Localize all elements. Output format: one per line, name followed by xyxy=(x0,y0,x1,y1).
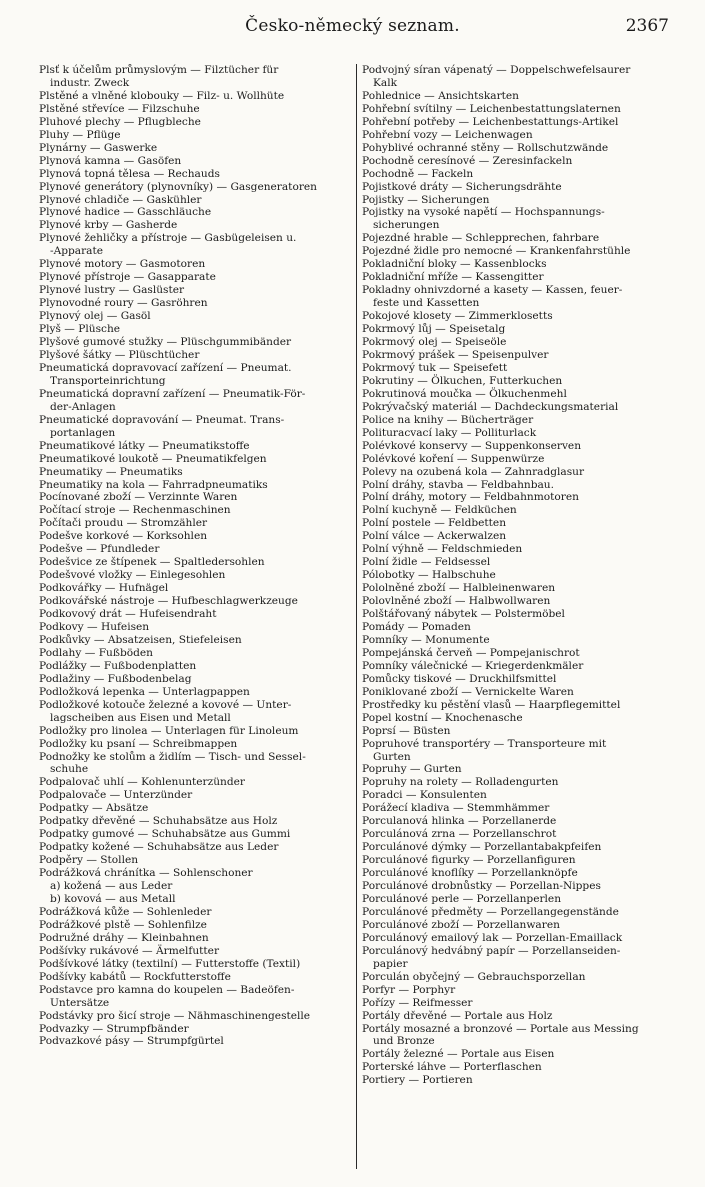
dictionary-entry: Pomníky — Monumente xyxy=(362,633,490,646)
page-header xyxy=(0,12,705,40)
entry-continuation: schuhe xyxy=(50,763,89,776)
dictionary-entry: Pořízy — Reifmesser xyxy=(362,996,473,1009)
dictionary-entry: Pluhy — Pflüge xyxy=(39,128,121,141)
dictionary-entry: Pokrývačský materiál — Dachdeckungsmaterial xyxy=(362,400,619,413)
dictionary-entry: Porculánový emailový lak — Porzellan-Emaillack xyxy=(362,931,623,944)
dictionary-entry: Porculánový hedvábný papír — Porzellanseiden- xyxy=(362,944,621,957)
dictionary-entry: Porfyr — Porphyr xyxy=(362,983,456,996)
dictionary-entry: Plynovodné roury — Gasröhren xyxy=(39,297,208,310)
entry-continuation: industr. Zweck xyxy=(50,76,130,89)
dictionary-entry: Porculánové předměty — Porzellangegenstände xyxy=(362,905,619,918)
dictionary-entry: Pojistkové dráty — Sicherungsdrähte xyxy=(362,180,562,193)
dictionary-entry: Plynové hadice — Gasschläuche xyxy=(39,206,212,219)
entry-continuation: portanlagen xyxy=(50,426,116,439)
dictionary-entry: Popel kostní — Knochenasche xyxy=(362,711,523,724)
dictionary-entry: Porculánové dýmky — Porzellantabakpfeifen xyxy=(362,841,602,854)
entry-continuation: feste und Kassetten xyxy=(373,297,480,310)
dictionary-entry: Popruhy na rolety — Rolladengurten xyxy=(362,776,559,789)
dictionary-entry: Porculánové figurky — Porzellanfiguren xyxy=(362,854,576,867)
dictionary-entry: Pohřební svítilny — Leichenbestattungslaternen xyxy=(362,102,621,115)
dictionary-entry: Pokrmový tuk — Speisefett xyxy=(362,361,508,374)
dictionary-entry: Porculánová zrna — Porzellanschrot xyxy=(362,828,557,841)
right-column xyxy=(362,64,674,1087)
dictionary-entry: Porculánové zboží — Porzellanwaren xyxy=(362,918,560,931)
dictionary-entry: Podešvice ze štípenek — Spaltledersohlen xyxy=(39,556,265,569)
dictionary-entry: Portiery — Portieren xyxy=(362,1074,473,1087)
dictionary-entry: Podkůvky — Absatzeisen, Stiefeleisen xyxy=(39,633,242,646)
dictionary-entry: Pneumatikové loukotě — Pneumatikfelgen xyxy=(39,452,267,465)
dictionary-entry: Poniklované zboží — Vernickelte Waren xyxy=(362,685,574,698)
dictionary-entry: Pochodně ceresínové — Zeresinfackeln xyxy=(362,154,573,167)
dictionary-entry: Podkovářky — Hufnägel xyxy=(39,582,169,595)
dictionary-entry: Pomůcky tiskové — Druckhilfsmittel xyxy=(362,672,557,685)
dictionary-entry: Podlažiny — Fußbodenbelag xyxy=(39,672,192,685)
dictionary-entry: Pomníky válečnické — Kriegerdenkmäler xyxy=(362,659,584,672)
dictionary-entry: Plyš — Plüsche xyxy=(39,323,121,336)
dictionary-entry: Pojezdné židle pro nemocné — Krankenfahrstühle xyxy=(362,245,631,258)
dictionary-entry: Pomády — Pomaden xyxy=(362,620,471,633)
dictionary-entry: Pokojové klosety — Zimmerklosetts xyxy=(362,310,553,323)
dictionary-entry: Podpalovače — Unterzünder xyxy=(39,789,193,802)
dictionary-entry: Pololněné zboží — Halbleinenwaren xyxy=(362,582,556,595)
dictionary-entry: Popruhy — Gurten xyxy=(362,763,462,776)
entry-continuation: Transporteinrichtung xyxy=(50,374,166,387)
page-number: 2367 xyxy=(625,16,669,36)
dictionary-entry: Polní válce — Ackerwalzen xyxy=(362,530,507,543)
dictionary-entry: Pokladniční mříže — Kassengitter xyxy=(362,271,544,284)
dictionary-entry: Pluhové plechy — Pflugbleche xyxy=(39,115,201,128)
dictionary-entry: Podstavce pro kamna do koupelen — Badeöfen- xyxy=(39,983,295,996)
dictionary-entry: Podložky pro linolea — Unterlagen für Linoleum xyxy=(39,724,299,737)
page-title: Česko-německý seznam. xyxy=(245,16,460,36)
dictionary-entry: Podpatky gumové — Schuhabsätze aus Gummi xyxy=(39,828,291,841)
entry-continuation: der-Anlagen xyxy=(50,400,116,413)
dictionary-entry: Plynové žehličky a přístroje — Gasbügeleisen u. xyxy=(39,232,297,245)
dictionary-entry: Portály železné — Portale aus Eisen xyxy=(362,1048,555,1061)
dictionary-entry: Podružné dráhy — Kleinbahnen xyxy=(39,931,209,944)
dictionary-entry: Plsť k účelům průmyslovým — Filztücher für xyxy=(39,64,279,76)
entry-continuation: papier xyxy=(373,957,408,970)
dictionary-entry: Polevy na ozubená kola — Zahnradglasur xyxy=(362,465,585,478)
dictionary-entry: Porculánové perle — Porzellanperlen xyxy=(362,893,562,905)
dictionary-entry: Pohřební vozy — Leichenwagen xyxy=(362,128,533,141)
dictionary-entry: Porculánové knoflíky — Porzellanknöpfe xyxy=(362,867,578,880)
dictionary-entry: Pólobotky — Halbschuhe xyxy=(362,569,496,582)
dictionary-entry: Podnožky ke stolům a židlím — Tisch- und Sessel- xyxy=(39,750,306,763)
dictionary-entry: Pokrmový prášek — Speisenpulver xyxy=(362,348,549,361)
entry-continuation: Kalk xyxy=(373,76,398,89)
dictionary-entry: Podkovy — Hufeisen xyxy=(39,620,150,633)
dictionary-entry: Polituracvací laky — Polliturlack xyxy=(362,426,537,439)
dictionary-entry: Podpatky kožené — Schuhabsätze aus Leder xyxy=(39,841,279,854)
dictionary-entry: Pneumatická dopravní zařízení — Pneumatik-För- xyxy=(39,387,306,400)
dictionary-entry: Polní dráhy, stavba — Feldbahnbau. xyxy=(362,478,554,491)
dictionary-entry: Pneumatická dopravovací zařízení — Pneumat. xyxy=(39,361,292,374)
dictionary-entry: Podrážkové plstě — Sohlenfilze xyxy=(39,918,207,931)
dictionary-entry: Podpěry — Stollen xyxy=(39,854,139,867)
dictionary-entry: Pohyblivé ochranné stěny — Rollschutzwände xyxy=(362,141,609,154)
dictionary-entry: Pocínované zboží — Verzinnte Waren xyxy=(39,491,238,504)
dictionary-entry: Poradci — Konsulenten xyxy=(362,789,487,802)
dictionary-entry: Podšívkové látky (textilní) — Futterstoffe (Textil) xyxy=(39,957,301,970)
dictionary-entry: Pompejánská červeň — Pompejanischrot xyxy=(362,646,580,659)
dictionary-entry: Podlážky — Fußbodenplatten xyxy=(39,659,197,672)
dictionary-entry: Pokrutinová moučka — Ölkuchenmehl xyxy=(362,387,567,400)
dictionary-entry: Pochodně — Fackeln xyxy=(362,167,474,180)
dictionary-entry: Podrážková chránítka — Sohlenschoner xyxy=(39,867,253,880)
entry-continuation: -Apparate xyxy=(50,245,104,258)
dictionary-entry: Podložkové kotouče železné a kovové — Unter- xyxy=(39,698,292,711)
dictionary-entry: Podlahy — Fußböden xyxy=(39,646,153,659)
dictionary-entry: Plynové chladiče — Gaskühler xyxy=(39,193,202,206)
dictionary-entry: Podložky ku psaní — Schreibmappen xyxy=(39,737,238,750)
dictionary-entry: Porculánové drobnůstky — Porzellan-Nippes xyxy=(362,880,601,893)
dictionary-entry: Podpalovač uhlí — Kohlenunterzünder xyxy=(39,776,245,789)
dictionary-entry: Polévkové koření — Suppenwürze xyxy=(362,452,545,465)
dictionary-entry: Plstěné a vlněné klobouky — Filz- u. Wollhüte xyxy=(39,89,285,102)
dictionary-entry: Podpatky dřevěné — Schuhabsätze aus Holz xyxy=(39,815,278,828)
dictionary-entry: Popruhové transportéry — Transporteure mit xyxy=(362,737,607,750)
dictionary-entry: Podešvové vložky — Einlegesohlen xyxy=(39,569,226,582)
entry-continuation: Untersätze xyxy=(50,996,110,1009)
dictionary-entry: Podstávky pro šicí stroje — Nähmaschinengestelle xyxy=(39,1009,311,1022)
dictionary-entry: Podkovový drát — Hufeisendraht xyxy=(39,608,217,621)
dictionary-entry: Pokladniční bloky — Kassenblocks xyxy=(362,258,547,271)
dictionary-entry: Plynová kamna — Gasöfen xyxy=(39,154,182,167)
dictionary-entry: Polovlněné zboží — Halbwollwaren xyxy=(362,595,551,608)
entry-continuation: lagscheiben aus Eisen und Metall xyxy=(50,711,231,724)
dictionary-entry: Plstěné střevíce — Filzschuhe xyxy=(39,102,200,115)
dictionary-entry: Polštářovaný nábytek — Polstermöbel xyxy=(362,608,565,621)
entry-continuation: a) kožená — aus Leder xyxy=(50,880,173,893)
dictionary-entry: Počítací stroje — Rechenmaschinen xyxy=(39,504,231,517)
dictionary-entry: Pneumatikové látky — Pneumatikstoffe xyxy=(39,439,250,452)
dictionary-entry: Pneumatické dopravování — Pneumat. Trans- xyxy=(39,413,285,426)
dictionary-entry: Pokrutiny — Ölkuchen, Futterkuchen xyxy=(362,374,563,387)
entry-continuation: sicherungen xyxy=(373,219,440,232)
dictionary-entry: Polévkové konservy — Suppenkonserven xyxy=(362,439,582,452)
dictionary-entry: Plyšové šátky — Plüschtücher xyxy=(39,348,200,361)
dictionary-entry: Podšívky rukávové — Ärmelfutter xyxy=(39,944,220,957)
dictionary-entry: Podešve korkové — Korksohlen xyxy=(39,530,208,543)
dictionary-entry: Porculán obyčejný — Gebrauchsporzellan xyxy=(362,970,586,983)
dictionary-entry: Portály dřevěné — Portale aus Holz xyxy=(362,1009,553,1022)
dictionary-entry: Plynové generátory (plynovníky) — Gasgeneratoren xyxy=(39,180,317,193)
dictionary-entry: Podvojný síran vápenatý — Doppelschwefelsaurer xyxy=(362,64,631,76)
dictionary-entry: Portály mosazné a bronzové — Portale aus Messing xyxy=(362,1022,639,1035)
dictionary-entry: Polní dráhy, motory — Feldbahnmotoren xyxy=(362,491,579,504)
dictionary-entry: Pohlednice — Ansichtskarten xyxy=(362,89,519,102)
dictionary-entry: Polní postele — Feldbetten xyxy=(362,517,507,530)
dictionary-entry: Podvazkové pásy — Strumpfgürtel xyxy=(39,1035,224,1048)
entry-continuation: Gurten xyxy=(373,750,411,763)
dictionary-entry: Polní kuchyně — Feldküchen xyxy=(362,504,517,517)
dictionary-entry: Plynárny — Gaswerke xyxy=(39,141,158,154)
dictionary-entry: Pneumatiky na kola — Fahrradpneumatiks xyxy=(39,478,268,491)
dictionary-entry: Pojistky — Sicherungen xyxy=(362,193,490,206)
dictionary-entry: Podpatky — Absätze xyxy=(39,802,149,815)
dictionary-entry: Podložková lepenka — Unterlagpappen xyxy=(39,685,250,698)
dictionary-entry: Podvazky — Strumpfbänder xyxy=(39,1022,189,1035)
dictionary-entry: Polní výhně — Feldschmieden xyxy=(362,543,523,556)
entry-continuation: und Bronze xyxy=(373,1035,435,1048)
dictionary-entry: Porterské láhve — Porterflaschen xyxy=(362,1061,542,1074)
dictionary-entry: Pokrmový olej — Speiseöle xyxy=(362,336,507,349)
left-column xyxy=(39,64,353,1048)
dictionary-entry: Podšívky kabátů — Rockfutterstoffe xyxy=(39,970,231,983)
dictionary-entry: Počítači proudu — Stromzähler xyxy=(39,517,208,530)
dictionary-entry: Podrážková kůže — Sohlenleder xyxy=(39,905,212,918)
dictionary-entry: Police na knihy — Bücherträger xyxy=(362,413,534,426)
dictionary-entry: Plynový olej — Gasöl xyxy=(39,310,151,323)
dictionary-entry: Podešve — Pfundleder xyxy=(39,543,160,556)
dictionary-entry: Poprsí — Büsten xyxy=(362,724,451,737)
dictionary-entry: Porážecí kladiva — Stemmhämmer xyxy=(362,802,550,815)
dictionary-entry: Plynové krby — Gasherde xyxy=(39,219,178,232)
dictionary-entry: Pokrmový lůj — Speisetalg xyxy=(362,323,506,336)
dictionary-entry: Pokladny ohnivzdorné a kasety — Kassen, feuer- xyxy=(362,284,623,297)
dictionary-entry: Plynová topná tělesa — Rechauds xyxy=(39,167,220,180)
dictionary-entry: Podkovářské nástroje — Hufbeschlagwerkzeuge xyxy=(39,595,298,608)
dictionary-entry: Pohřební potřeby — Leichenbestattungs-Artikel xyxy=(362,115,619,128)
dictionary-entry: Pneumatiky — Pneumatiks xyxy=(39,465,183,478)
dictionary-entry: Pojistky na vysoké napětí — Hochspannungs- xyxy=(362,206,605,219)
dictionary-entry: Plynové motory — Gasmotoren xyxy=(39,258,206,271)
dictionary-entry: Polní židle — Feldsessel xyxy=(362,556,491,569)
dictionary-entry: Plyšové gumové stužky — Plüschgummibänder xyxy=(39,336,292,349)
dictionary-entry: Pojezdné hrable — Schlepprechen, fahrbare xyxy=(362,232,600,245)
column-divider xyxy=(356,64,357,1169)
dictionary-entry: Prostředky ku pěstění vlasů — Haarpflegemittel xyxy=(362,698,621,711)
dictionary-entry: Plynové lustry — Gaslüster xyxy=(39,284,185,297)
dictionary-entry: Porculanová hlinka — Porzellanerde xyxy=(362,815,557,828)
dictionary-entry: Plynové přístroje — Gasapparate xyxy=(39,271,216,284)
entry-continuation: b) kovová — aus Metall xyxy=(50,893,176,905)
